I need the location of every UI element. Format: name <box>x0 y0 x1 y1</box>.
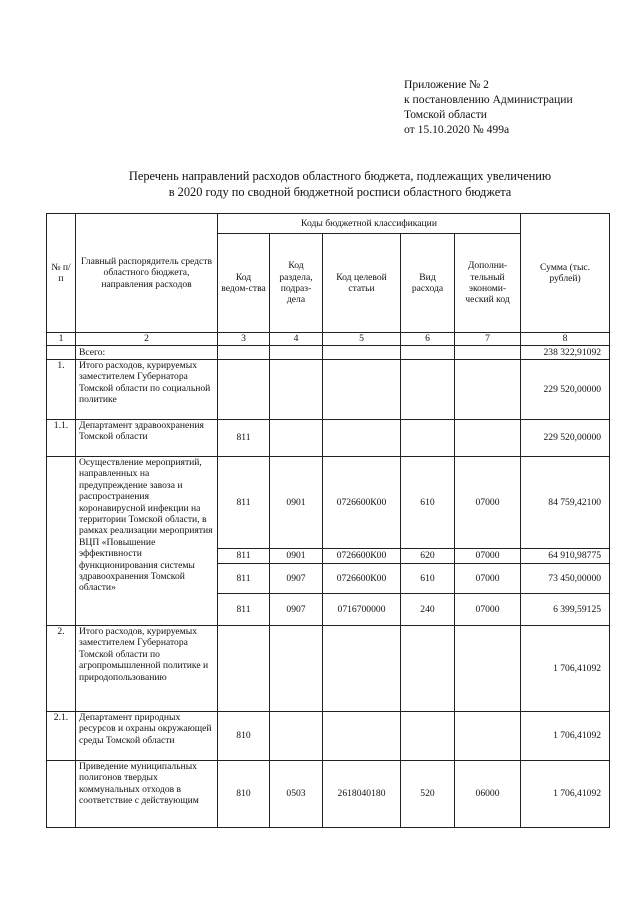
row-sum: 1 706,41092 <box>521 626 610 712</box>
item-section: 0907 <box>270 594 323 626</box>
colnum: 2 <box>76 333 218 346</box>
row-sum: 1 706,41092 <box>521 712 610 761</box>
header-main: Главный распорядитель средств областного бюджета, направления расходов <box>76 214 218 333</box>
item-target: 0726600К00 <box>323 564 401 594</box>
row-sum: 229 520,00000 <box>521 360 610 420</box>
item-type: 610 <box>401 564 455 594</box>
total-sum: 238 322,91092 <box>521 346 610 360</box>
header-codes: Коды бюджетной классификации <box>218 214 521 234</box>
item-type: 620 <box>401 549 455 564</box>
header-sum: Сумма (тыс. рублей) <box>521 214 610 333</box>
colnum: 7 <box>455 333 521 346</box>
item-dept: 811 <box>218 457 270 549</box>
item-extra: 07000 <box>455 564 521 594</box>
header-section: Код раздела, подраз-дела <box>270 234 323 333</box>
item-sum: 73 450,00000 <box>521 564 610 594</box>
title-line-2: в 2020 году по сводной бюджетной росписи областного бюджета <box>168 185 512 199</box>
item-dept: 811 <box>218 594 270 626</box>
item-dept: 811 <box>218 549 270 564</box>
row-dept: 811 <box>218 420 270 457</box>
table-row <box>47 360 610 420</box>
item-sum: 84 759,42100 <box>521 457 610 549</box>
appendix-line-1: Приложение № 2 <box>404 78 489 91</box>
item-sum: 64 910,98775 <box>521 549 610 564</box>
item-target: 0726600К00 <box>323 457 401 549</box>
item-sum: 1 706,41092 <box>521 761 610 828</box>
row-num: 2. <box>47 626 76 712</box>
document-title <box>60 168 620 200</box>
row-description: Приведение муниципальных полигонов твердых коммунальных отходов в соответствие с действующим <box>76 761 218 828</box>
table-row <box>47 420 610 457</box>
colnum: 6 <box>401 333 455 346</box>
item-section: 0901 <box>270 549 323 564</box>
item-extra: 07000 <box>455 549 521 564</box>
appendix-line-4: от 15.10.2020 № 499а <box>404 123 510 136</box>
row-num: 2.1. <box>47 712 76 761</box>
appendix-line-2: к постановлению Администрации <box>404 93 573 106</box>
appendix-line-3: Томской области <box>404 108 487 121</box>
item-type: 240 <box>401 594 455 626</box>
item-type: 520 <box>401 761 455 828</box>
row-label: Департамент здравоохранения Томской области <box>76 420 218 457</box>
budget-table <box>46 213 610 828</box>
header-type: Вид расхода <box>401 234 455 333</box>
table-row-total <box>47 346 610 360</box>
table-row <box>47 626 610 712</box>
item-sum: 6 399,59125 <box>521 594 610 626</box>
item-extra: 07000 <box>455 457 521 549</box>
colnum: 5 <box>323 333 401 346</box>
item-section: 0901 <box>270 457 323 549</box>
header-target: Код целевой статьи <box>323 234 401 333</box>
row-num: 1.1. <box>47 420 76 457</box>
total-label: Всего: <box>76 346 218 360</box>
item-dept: 811 <box>218 564 270 594</box>
header-dept: Код ведом-ства <box>218 234 270 333</box>
header-num: № п/п <box>47 214 76 333</box>
item-target: 0726600К00 <box>323 549 401 564</box>
title-line-1: Перечень направлений расходов областного бюджета, подлежащих увеличению <box>128 169 552 183</box>
row-label: Итого расходов, курируемых заместителем Губернатора Томской области по социальной политике <box>76 360 218 420</box>
table-row <box>47 457 610 549</box>
item-type: 610 <box>401 457 455 549</box>
row-description: Осуществление мероприятий, направленных на предупреждение завоза и распространения коронавирусной инфекции на территории Томской области, в рамках реализации мероприятия ВЦП «Повышение эффективности функционирования системы здравоохранения Томской области» <box>76 457 218 626</box>
column-numbers-row <box>47 333 610 346</box>
row-label: Департамент природных ресурсов и охраны окружающей среды Томской области <box>76 712 218 761</box>
item-dept: 810 <box>218 761 270 828</box>
header-extra: Дополни-тельный экономи-ческий код <box>455 234 521 333</box>
item-extra: 06000 <box>455 761 521 828</box>
item-extra: 07000 <box>455 594 521 626</box>
row-num: 1. <box>47 360 76 420</box>
table-row <box>47 712 610 761</box>
row-sum: 229 520,00000 <box>521 420 610 457</box>
row-dept: 810 <box>218 712 270 761</box>
item-section: 0503 <box>270 761 323 828</box>
item-target: 0716700000 <box>323 594 401 626</box>
appendix-block <box>404 77 573 137</box>
table-row <box>47 761 610 828</box>
item-section: 0907 <box>270 564 323 594</box>
row-label: Итого расходов, курируемых заместителем Губернатора Томской области по агропромышленной политике и природопользованию <box>76 626 218 712</box>
colnum: 8 <box>521 333 610 346</box>
item-target: 2618040180 <box>323 761 401 828</box>
colnum: 3 <box>218 333 270 346</box>
colnum: 1 <box>47 333 76 346</box>
colnum: 4 <box>270 333 323 346</box>
